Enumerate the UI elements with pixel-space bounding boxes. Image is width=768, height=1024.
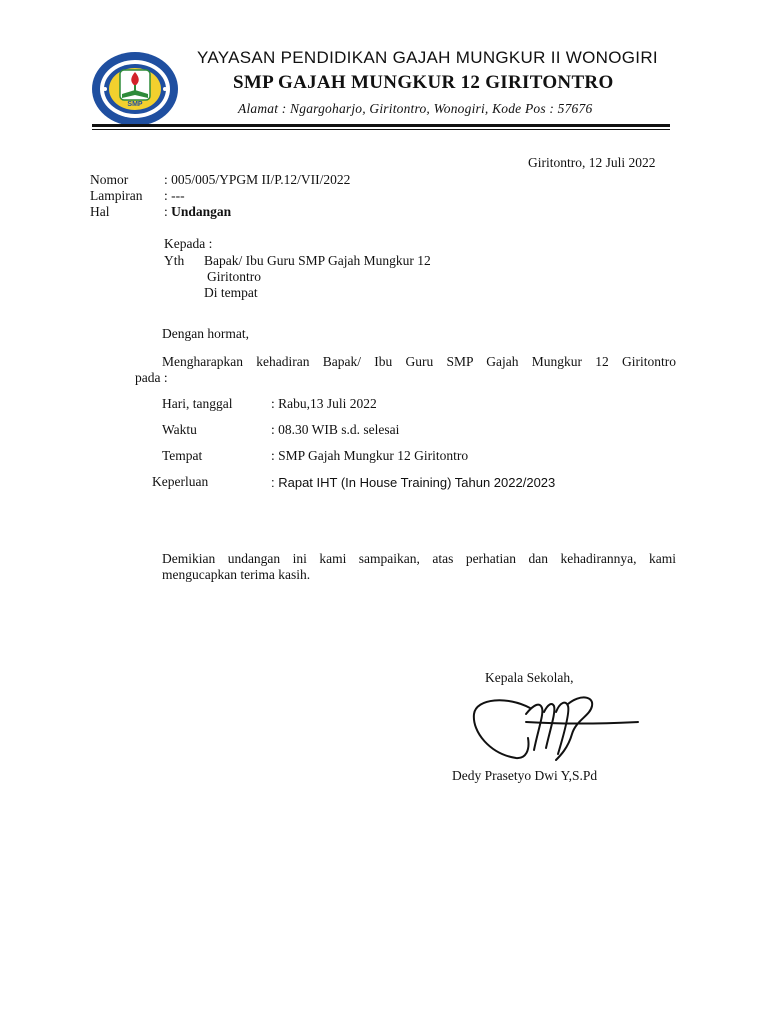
closing-line-1: Demikian undangan ini kami sampaikan, atas perhatian dan kehadirannya, kami	[162, 551, 676, 566]
detail-value-date: : Rabu,13 Juli 2022	[271, 396, 377, 411]
detail-value-time: : 08.30 WIB s.d. selesai	[271, 422, 400, 437]
closing-line-2: mengucapkan terima kasih.	[162, 567, 311, 582]
letterhead-rule-thin	[92, 129, 670, 130]
meta-value-hal: : Undangan	[164, 204, 232, 219]
recipient-line3: Di tempat	[204, 285, 258, 300]
signature-scribble	[468, 690, 643, 770]
intro-paragraph	[162, 352, 676, 371]
detail-label-place: Tempat	[162, 448, 203, 463]
detail-value-place: : SMP Gajah Mungkur 12 Giritontro	[271, 448, 469, 463]
signoff: Kepala Sekolah,	[485, 670, 574, 685]
meta-value-nomor: : 005/005/YPGM II/P.12/VII/2022	[164, 172, 351, 187]
letterhead-rule-thick	[92, 124, 670, 127]
meta-label-lampiran: Lampiran	[90, 188, 143, 203]
recipient-line1: Bapak/ Ibu Guru SMP Gajah Mungkur 12	[204, 253, 431, 268]
intro-line-2: pada :	[135, 370, 168, 385]
logo-text: SMP	[127, 101, 143, 108]
detail-label-time: Waktu	[162, 422, 197, 437]
greeting: Dengan hormat,	[162, 326, 249, 341]
school-logo	[90, 50, 180, 128]
meta-label-nomor: Nomor	[90, 172, 129, 187]
meta-label-hal: Hal	[90, 204, 110, 219]
meta-value-lampiran: : ---	[164, 188, 185, 203]
detail-label-date: Hari, tanggal	[162, 396, 233, 411]
subject-text: Undangan	[171, 204, 232, 219]
recipient-kepada: Kepada :	[164, 236, 213, 251]
intro-line-1: Mengharapkan kehadiran Bapak/ Ibu Guru SMP Gajah Mungkur 12 Giritontro	[162, 354, 676, 369]
place-date: Giritontro, 12 Juli 2022	[528, 155, 656, 170]
school-address: Alamat : Ngargoharjo, Giritontro, Wonogiri, Kode Pos : 57676	[238, 101, 593, 116]
detail-value-purpose: : Rapat IHT (In House Training) Tahun 2022/2023	[271, 475, 556, 490]
recipient-line2: Giritontro	[207, 269, 261, 284]
foundation-name: YAYASAN PENDIDIKAN GAJAH MUNGKUR II WONOGIRI	[197, 48, 658, 67]
recipient-yth: Yth	[164, 253, 185, 268]
school-name: SMP GAJAH MUNGKUR 12 GIRITONTRO	[233, 72, 614, 93]
signatory-name: Dedy Prasetyo Dwi Y,S.Pd	[452, 768, 598, 783]
closing-paragraph	[162, 549, 676, 568]
detail-label-purpose: Keperluan	[152, 474, 209, 489]
